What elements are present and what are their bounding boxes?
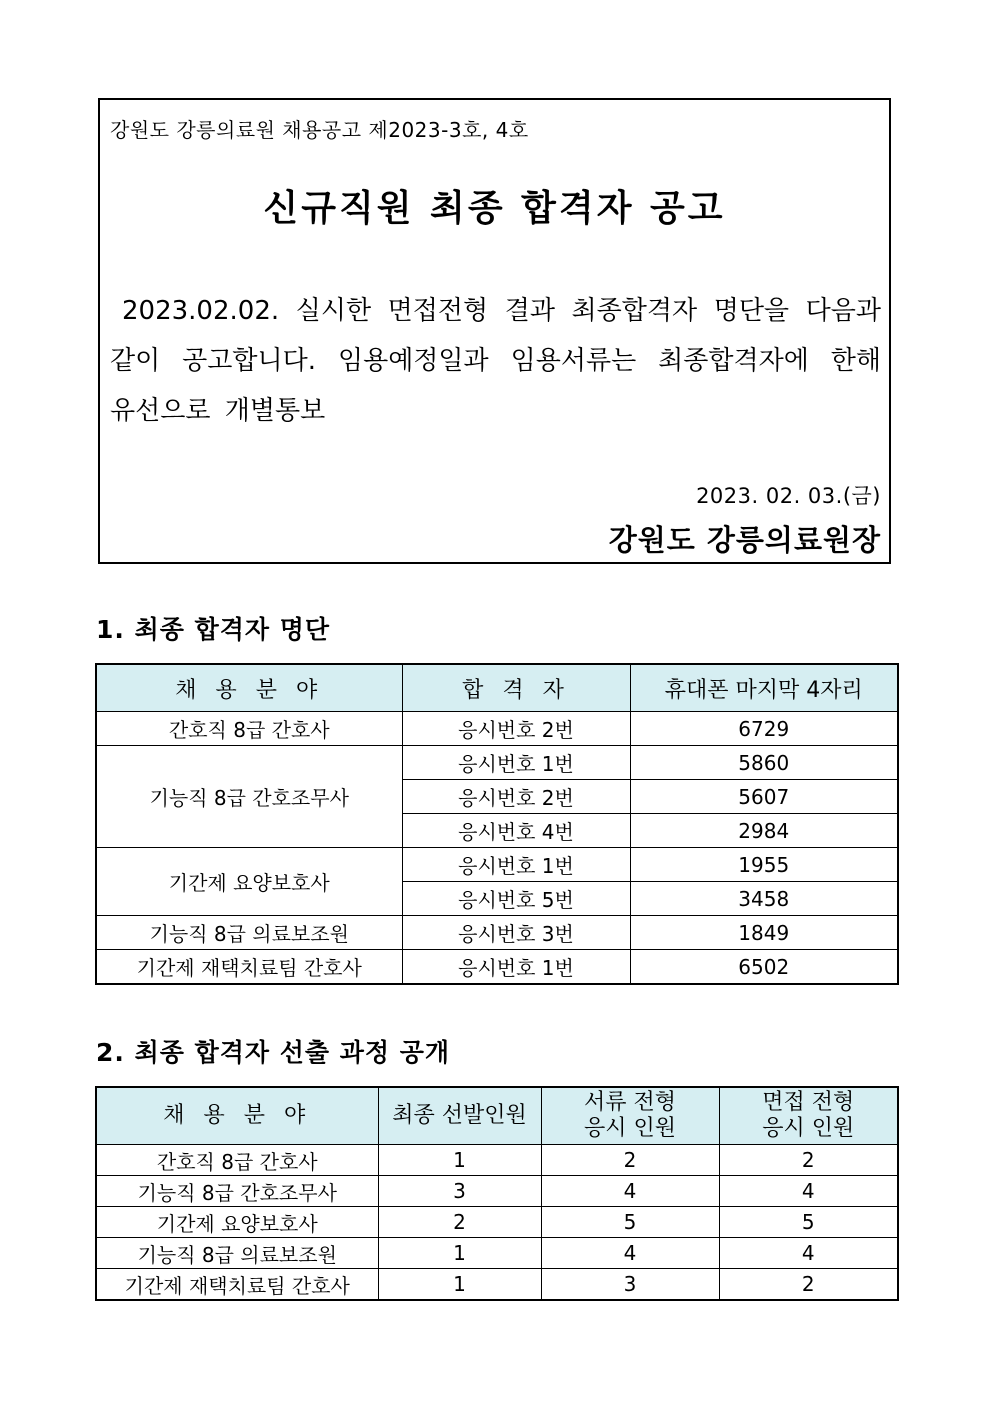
table-row [96,916,898,950]
selection-selected-cell: 2 [378,1207,541,1238]
selection-header-interview-line1: 면접 전형 [762,1090,855,1115]
section2-heading: 2. 최종 합격자 선출 과정 공개 [96,1038,451,1067]
winner-applicant-cell: 응시번호 5번 [402,882,630,916]
selection-document-cell: 5 [541,1207,719,1238]
winners-header-field: 채 용 분 야 [96,664,402,712]
winner-applicant-cell: 응시번호 1번 [402,950,630,985]
selection-interview-cell: 2 [719,1145,898,1176]
selection-process-table [95,1086,899,1301]
selection-header-row [96,1087,898,1145]
selection-header-field-label: 채 용 분 야 [163,1103,312,1128]
selection-field-cell: 기간제 요양보호사 [96,1207,378,1238]
selection-document-cell: 3 [541,1269,719,1301]
table-row [96,746,898,780]
section1-heading: 1. 최종 합격자 명단 [96,615,331,644]
selection-interview-cell: 5 [719,1207,898,1238]
selection-body [96,1145,898,1301]
winners-body [96,712,898,985]
selection-header-field [96,1087,378,1145]
table-row [96,712,898,746]
selection-header-interview-line2: 응시 인원 [762,1116,855,1141]
winner-phone-cell: 1849 [630,916,898,950]
notice-body-text: 2023.02.02. 실시한 면접전형 결과 최종합격자 명단을 다음과 같이 공고합니다. 임용예정일과 임용서류는 최종합격자에 한해 유선으로 개별통보 [110,296,881,426]
notice-body [110,286,881,436]
table-row [96,1269,898,1301]
winners-header-row [96,664,898,712]
winner-phone-cell: 6502 [630,950,898,985]
table-row [96,950,898,985]
winner-phone-cell: 3458 [630,882,898,916]
selection-selected-cell: 3 [378,1176,541,1207]
table-row [96,1145,898,1176]
table-row [96,1238,898,1269]
notice-reference: 강원도 강릉의료원 채용공고 제2023-3호, 4호 [110,118,529,142]
selection-interview-cell: 2 [719,1269,898,1301]
winner-applicant-cell: 응시번호 2번 [402,780,630,814]
notice-title: 신규직원 최종 합격자 공고 [263,188,726,229]
selection-selected-cell: 1 [378,1145,541,1176]
winner-applicant-cell: 응시번호 2번 [402,712,630,746]
winner-phone-cell: 6729 [630,712,898,746]
winner-phone-cell: 1955 [630,848,898,882]
selection-header-interview [719,1087,898,1145]
winner-applicant-cell: 응시번호 3번 [402,916,630,950]
selection-field-cell: 간호직 8급 간호사 [96,1145,378,1176]
winners-header-applicant: 합 격 자 [402,664,630,712]
winners-header-phone: 휴대폰 마지막 4자리 [630,664,898,712]
winner-applicant-cell: 응시번호 1번 [402,746,630,780]
winner-field-cell: 기간제 요양보호사 [96,848,402,916]
selection-document-cell: 4 [541,1238,719,1269]
selection-field-cell: 기능직 8급 의료보조원 [96,1238,378,1269]
notice-box [98,98,891,564]
winner-phone-cell: 5860 [630,746,898,780]
winner-phone-cell: 5607 [630,780,898,814]
selection-document-cell: 2 [541,1145,719,1176]
notice-issuer: 강원도 강릉의료원장 [608,523,881,557]
selection-interview-cell: 4 [719,1176,898,1207]
selection-selected-cell: 1 [378,1269,541,1301]
winner-phone-cell: 2984 [630,814,898,848]
selection-header-selected-label: 최종 선발인원 [392,1103,527,1128]
winner-field-cell: 기능직 8급 의료보조원 [96,916,402,950]
winner-applicant-cell: 응시번호 1번 [402,848,630,882]
selection-header-document-line2: 응시 인원 [583,1116,676,1141]
winners-table [95,663,899,985]
selection-header-document-line1: 서류 전형 [583,1090,676,1115]
notice-date: 2023. 02. 03.(금) [696,484,881,508]
winner-field-cell: 기능직 8급 간호조무사 [96,746,402,848]
selection-interview-cell: 4 [719,1238,898,1269]
selection-document-cell: 4 [541,1176,719,1207]
winner-field-cell: 기간제 재택치료팀 간호사 [96,950,402,985]
selection-field-cell: 기능직 8급 간호조무사 [96,1176,378,1207]
selection-field-cell: 기간제 재택치료팀 간호사 [96,1269,378,1301]
selection-header-document [541,1087,719,1145]
selection-header-selected [378,1087,541,1145]
table-row [96,1176,898,1207]
table-row [96,848,898,882]
selection-selected-cell: 1 [378,1238,541,1269]
winner-field-cell: 간호직 8급 간호사 [96,712,402,746]
table-row [96,1207,898,1238]
winner-applicant-cell: 응시번호 4번 [402,814,630,848]
